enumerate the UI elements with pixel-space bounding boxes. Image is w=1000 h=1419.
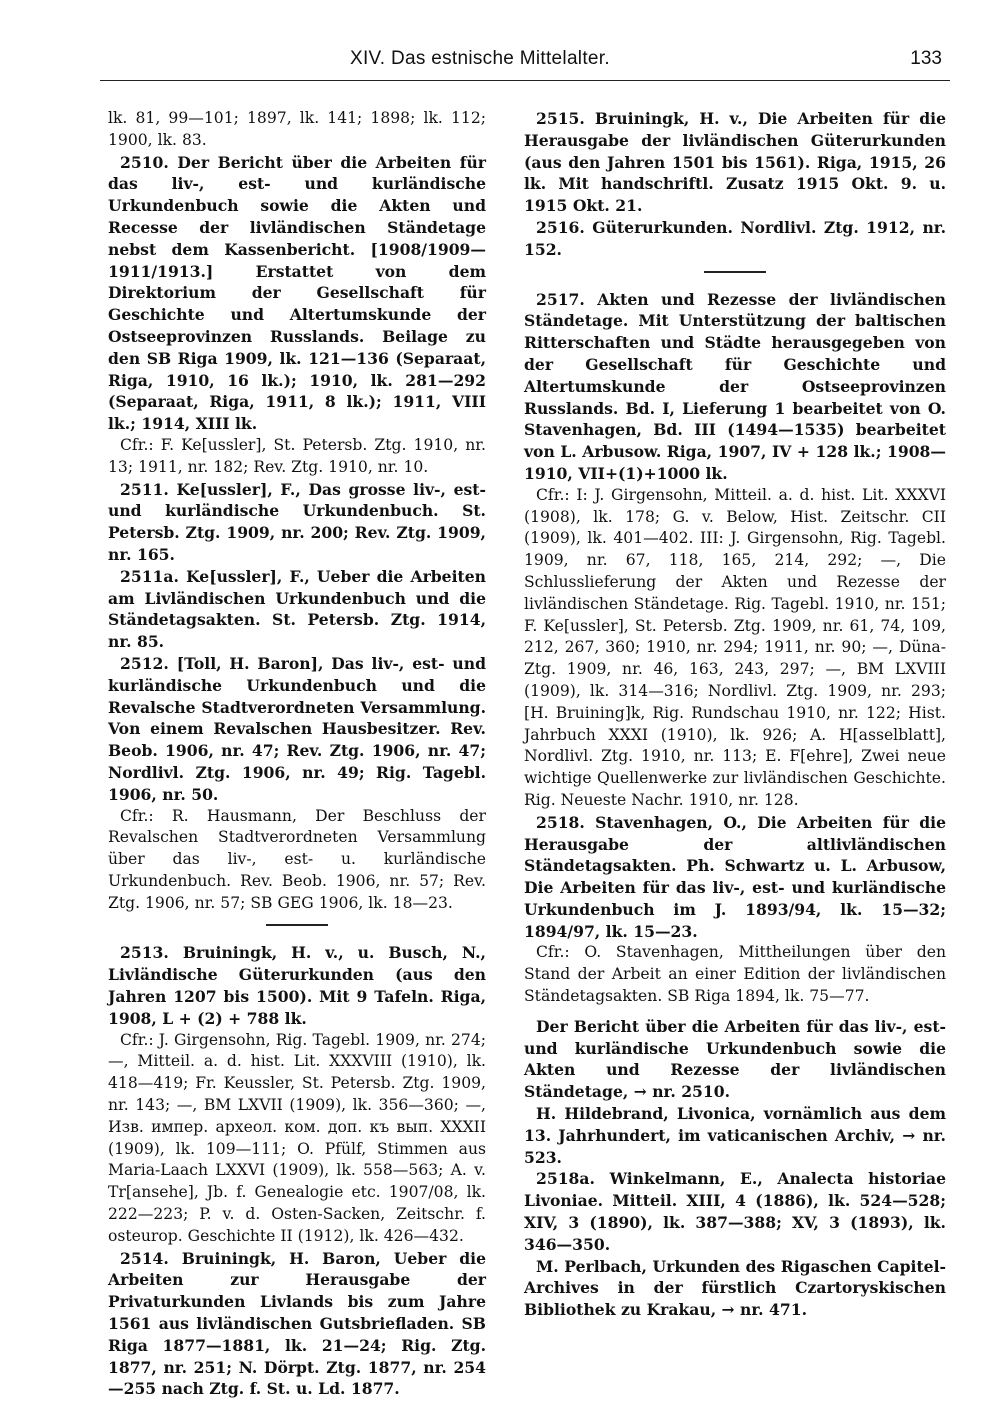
entry-number: 2510. [120, 152, 169, 172]
entry-2514 [108, 1248, 486, 1401]
entry-2518 [524, 812, 946, 1008]
entry-title: Stavenhagen, O., Die Arbeiten für die Herausgabe der altlivländischen Ständetagsakten. Ph. Schwartz u. L. Arbusow, Die Arbeiten für das liv-, est- und kurländische Urkundenbuch im J. 1893/94, lk. 15—32; 1894/97, lk. 15—23. [524, 812, 946, 941]
entry-2518a [524, 1168, 946, 1255]
entry-2511 [108, 479, 486, 566]
entry-title: Der Bericht über die Arbeiten für das liv-, est- und kurländische Urkundenbuch sowie die Akten und Recesse der livländischen Ständetage nebst dem Kassenbericht. [1908/1909—1911/1913.] Erstattet von dem Direktorium der Gesellschaft für Geschichte und Altertumskunde der Ostseeprovinzen Russlands. Beilage zu den SB Riga 1909, lk. 121—136 (Separaat, Riga, 1910, 16 lk.); 1910, lk. 281—292 (Separaat, Riga, 1911, 8 lk.); 1911, VIII lk.; 1914, XIII lk. [108, 152, 486, 434]
cross-reference-text: Der Bericht über die Arbeiten für das liv-, est- und kurländische Urkundenbuch sowie die Akten und Rezesse der livländischen Ständetage, → nr. 2510. [524, 1016, 946, 1102]
cross-reference-text: H. Hildebrand, Livonica, vornämlich aus dem 13. Jahrhundert, im vaticanischen Archiv, → nr. 523. [524, 1104, 946, 1167]
entry-title: Akten und Rezesse der livländischen Ständetage. Mit Unterstützung der baltischen Ritterschaften und Städte herausgegeben von der Gesellschaft für Geschichte und Altertumskunde der Ostseeprovinzen Russlands. Bd. I, Lieferung 1 bearbeitet von O. Stavenhagen, Bd. III (1494—1535) bearbeitet von L. Arbusow. Riga, 1907, IV + 128 lk.; 1908—1910, VII+(1)+1000 lk. [524, 289, 946, 483]
entry-title: Ke[ussler], F., Ueber die Arbeiten am Livländischen Urkundenbuch und die Ständetagsakten. St. Petersb. Ztg. 1914, nr. 85. [108, 566, 486, 652]
section-divider [704, 271, 766, 273]
entry-title: Bruiningk, H. v., u. Busch, N., Livländische Güterurkunden (aus den Jahren 1207 bis 1500). Mit 9 Tafeln. Riga, 1908, L + (2) + 788 lk. [108, 943, 486, 1028]
entry-title: Güterurkunden. Nordlivl. Ztg. 1912, nr. 152. [524, 217, 947, 259]
entry-number: 2518. [536, 812, 585, 832]
entry-continuation [108, 108, 486, 152]
entry-2511a [108, 566, 486, 653]
continuation-text: lk. 81, 99—101; 1897, lk. 141; 1898; lk. 112; 1900, lk. 83. [108, 109, 486, 149]
entry-number: 2514. [120, 1248, 169, 1268]
entry-title: [Toll, H. Baron], Das liv-, est- und kurländische Urkundenbuch und die Revalsche Stadtverordneten Versammlung. Von einem Revalschen Hausbesitzer. Rev. Beob. 1906, nr. 47; Rev. Ztg. 1906, nr. 47; Nordlivl. Ztg. 1906, nr. 49; Rig. Tagebl. 1906, nr. 50. [108, 653, 486, 804]
left-column [108, 108, 486, 1400]
entry-number: 2518a. [536, 1169, 595, 1189]
cross-reference-hildebrand [524, 1103, 946, 1168]
entry-title: Winkelmann, E., Analecta historiae Livoniae. Mitteil. XIII, 4 (1886), lk. 524—528; XIV, 3 (1890), lk. 387—388; XV, 3 (1893), lk. 346—350. [524, 1169, 946, 1254]
entry-cfr: Cfr.: J. Girgensohn, Rig. Tagebl. 1909, nr. 274; —, Mitteil. a. d. hist. Lit. XXXVIII (1910), lk. 418—419; Fr. Keussler, St. Petersb. Ztg. 1909, nr. 143; —, BM LXVII (1909), lk. 356—360; —, Изв. импер. археол. ком. доп. къ вып. XXXII (1909), lk. 109—111; O. Pfülf, Stimmen aus Maria-Laach LXXVI (1909), lk. 558—563; A. v. Tr[ansehe], Jb. f. Genealogie etc. 1907/08, lk. 222—223; P. v. d. Osten-Sacken, Zeitschr. f. osteurop. Geschichte II (1912), lk. 426—432. [108, 1030, 486, 1245]
entry-title: Bruiningk, H. v., Die Arbeiten für die Herausgabe der livländischen Güterurkunden (aus den Jahren 1501 bis 1561). Riga, 1915, 26 lk. Mit handschriftl. Zusatz 1915 Okt. 9. u. 1915 Okt. 21. [524, 109, 946, 216]
cross-reference-text: M. Perlbach, Urkunden des Rigaschen Capitel-Archives in der fürstlich Czartoryskischen Bibliothek zu Krakau, → nr. 471. [524, 1256, 946, 1320]
cross-reference-perlbach [524, 1256, 946, 1321]
right-column [524, 108, 946, 1321]
entry-number: 2512. [120, 653, 169, 673]
entry-2512 [108, 653, 486, 915]
entry-cfr: Cfr.: R. Hausmann, Der Beschluss der Revalschen Stadtverordneten Versammlung über das liv-, est- u. kurländische Urkundenbuch. Rev. Beob. 1906, nr. 57; Rev. Ztg. 1906, nr. 57; SB GEG 1906, lk. 18—23. [108, 806, 486, 912]
running-title: XIV. Das estnische Mittelalter. [350, 48, 610, 69]
cross-reference-bericht [524, 1016, 946, 1103]
entry-2510 [108, 152, 486, 479]
entry-cfr: Cfr.: I: J. Girgensohn, Mitteil. a. d. hist. Lit. XXXVI (1908), lk. 178; G. v. Below, Hist. Zeitschr. CII (1909), lk. 401—402. III: J. Girgensohn, Rig. Tagebl. 1909, nr. 67, 118, 165, 214, 292; —, Die Schlusslieferung der Akten und Rezesse der livländischen Ständetage. Rig. Tagebl. 1910, nr. 151; F. Ke[ussler], St. Petersb. Ztg. 1909, nr. 61, 74, 109, 212, 267, 360; 1910, nr. 294; 1911, nr. 90; —, Düna-Ztg. 1909, nr. 46, 163, 243, 297; —, BM LXVIII (1909), lk. 314—316; Nordlivl. Ztg. 1909, nr. 293; [H. Bruining]k, Rig. Rundschau 1910, nr. 122; Hist. Jahrbuch XXXI (1910), lk. 926; A. H[asselblatt], Nordlivl. Ztg. 1910, nr. 113; E. F[ehre], Zwei neue wichtige Quellenwerke zur livländischen Geschichte. Rig. Neueste Nachr. 1910, nr. 128. [524, 485, 946, 809]
page-header [100, 44, 950, 81]
entry-number: 2515. [536, 109, 585, 128]
page-number: 133 [910, 48, 942, 69]
entry-cfr: Cfr.: O. Stavenhagen, Mittheilungen über den Stand der Arbeit an einer Edition der livländischen Ständetagsakten. SB Riga 1894, lk. 75—77. [524, 943, 946, 1006]
section-divider [266, 924, 328, 926]
entry-2513 [108, 942, 486, 1247]
entry-number: 2513. [120, 943, 169, 963]
entry-title: Ke[ussler], F., Das grosse liv-, est- und kurländische Urkundenbuch. St. Petersb. Ztg. 1909, nr. 200; Rev. Ztg. 1909, nr. 165. [108, 479, 486, 564]
entry-number: 2516. [536, 217, 585, 237]
entry-number: 2517. [536, 289, 585, 309]
entry-number: 2511. [120, 479, 169, 499]
entry-2516 [524, 217, 946, 261]
entry-cfr: Cfr.: F. Ke[ussler], St. Petersb. Ztg. 1910, nr. 13; 1911, nr. 182; Rev. Ztg. 1910, nr. 10. [108, 435, 486, 476]
entry-title: Bruiningk, H. Baron, Ueber die Arbeiten zur Herausgabe der Privaturkunden Livlands bis zum Jahre 1561 aus livländischen Gutsbriefladen. SB Riga 1877—1881, lk. 21—24; Rig. Ztg. 1877, nr. 251; N. Dörpt. Ztg. 1877, nr. 254—255 nach Ztg. f. St. u. Ld. 1877. [108, 1248, 487, 1399]
entry-number: 2511a. [120, 566, 179, 586]
entry-2517 [524, 289, 946, 812]
entry-2515 [524, 108, 946, 217]
